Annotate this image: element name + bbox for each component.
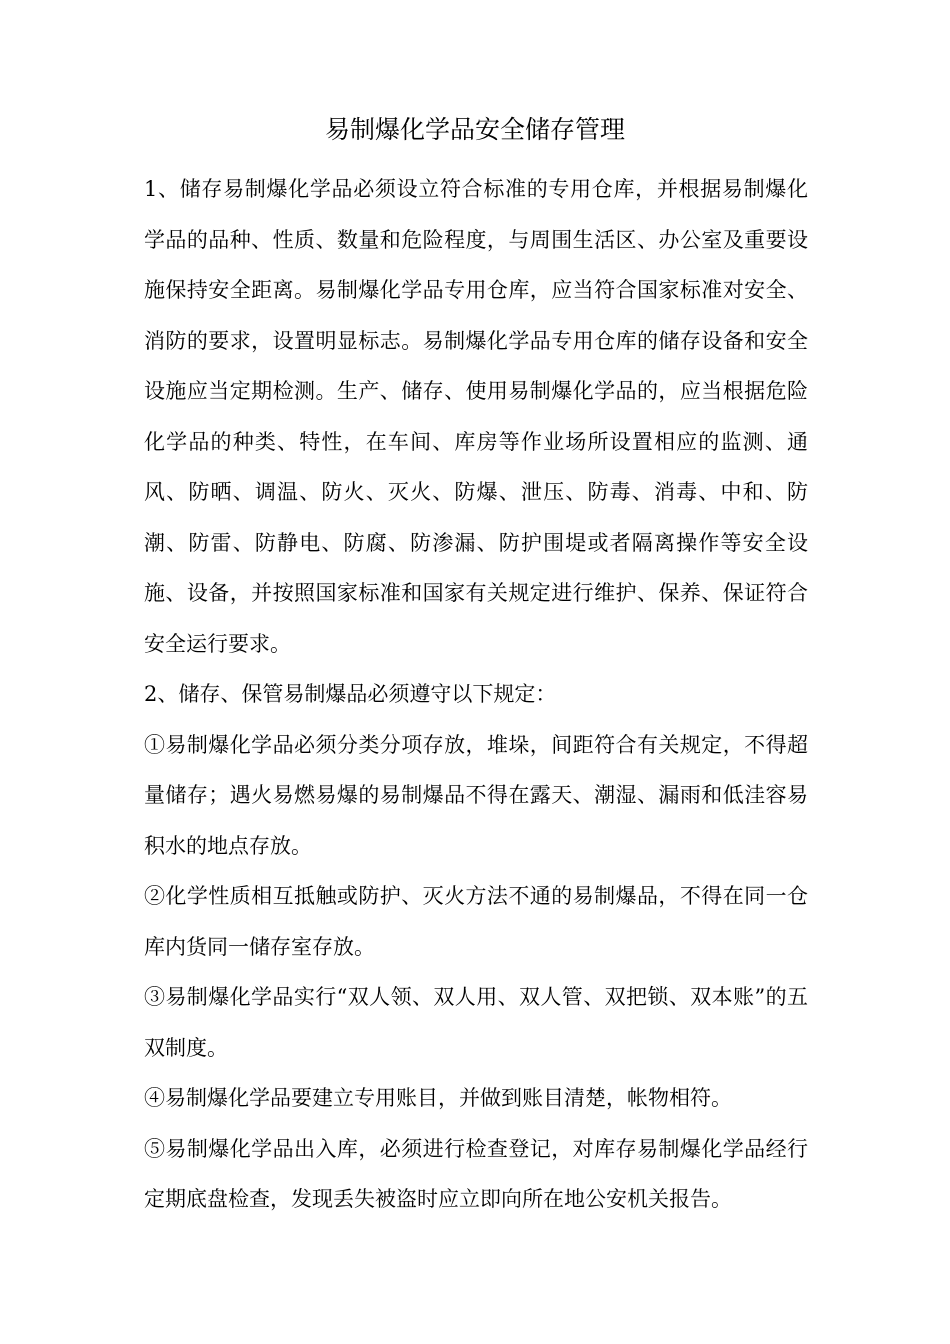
paragraph-storage-rules-heading: 2、储存、保管易制爆品必须遵守以下规定：: [144, 682, 557, 706]
paragraph-storage-warehouse: 1、储存易制爆化学品必须设立符合标准的专用仓库，并根据易制爆化学品的品种、性质、数量和危险程度，与周围生活区、办公室及重要设施保持安全距离。易制爆化学品专用仓库，应当符合国家标准对安全、消防的要求，设置明显标志。易制爆化学品专用仓库的储存设备和安全设施应当定期检测。生产、储存、使用易制爆化学品的，应当根据危险化学品的种类、特性，在车间、库房等作业场所设置相应的监测、通风、防晒、调温、防火、灭火、防爆、泄压、防毒、消毒、中和、防潮、防雷、防静电、防腐、防渗漏、防护围堤或者隔离操作等安全设施、设备，并按照国家标准和国家有关规定进行维护、保养、保证符合安全运行要求。: [144, 177, 808, 656]
paragraph-rule-2: ②化学性质相互抵触或防护、灭火方法不通的易制爆品，不得在同一仓库内货同一储存室存放。: [144, 884, 808, 959]
document-body: [144, 164, 808, 1225]
paragraph-rule-5: ⑤易制爆化学品出入库，必须进行检查登记，对库存易制爆化学品经行定期底盘检查，发现丢失被盗时应立即向所在地公安机关报告。: [144, 1136, 808, 1211]
paragraph-rule-4: ④易制爆化学品要建立专用账目，并做到账目清楚，帐物相符。: [144, 1086, 732, 1110]
document-title: 易制爆化学品安全储存管理: [324, 115, 625, 144]
paragraph-rule-3: ③易制爆化学品实行“双人领、双人用、双人管、双把锁、双本账”的五双制度。: [144, 985, 808, 1060]
paragraph-rule-1: ①易制爆化学品必须分类分项存放，堆垛，间距符合有关规定，不得超量储存；遇火易燃易爆的易制爆品不得在露天、潮湿、漏雨和低洼容易积水的地点存放。: [144, 732, 808, 858]
